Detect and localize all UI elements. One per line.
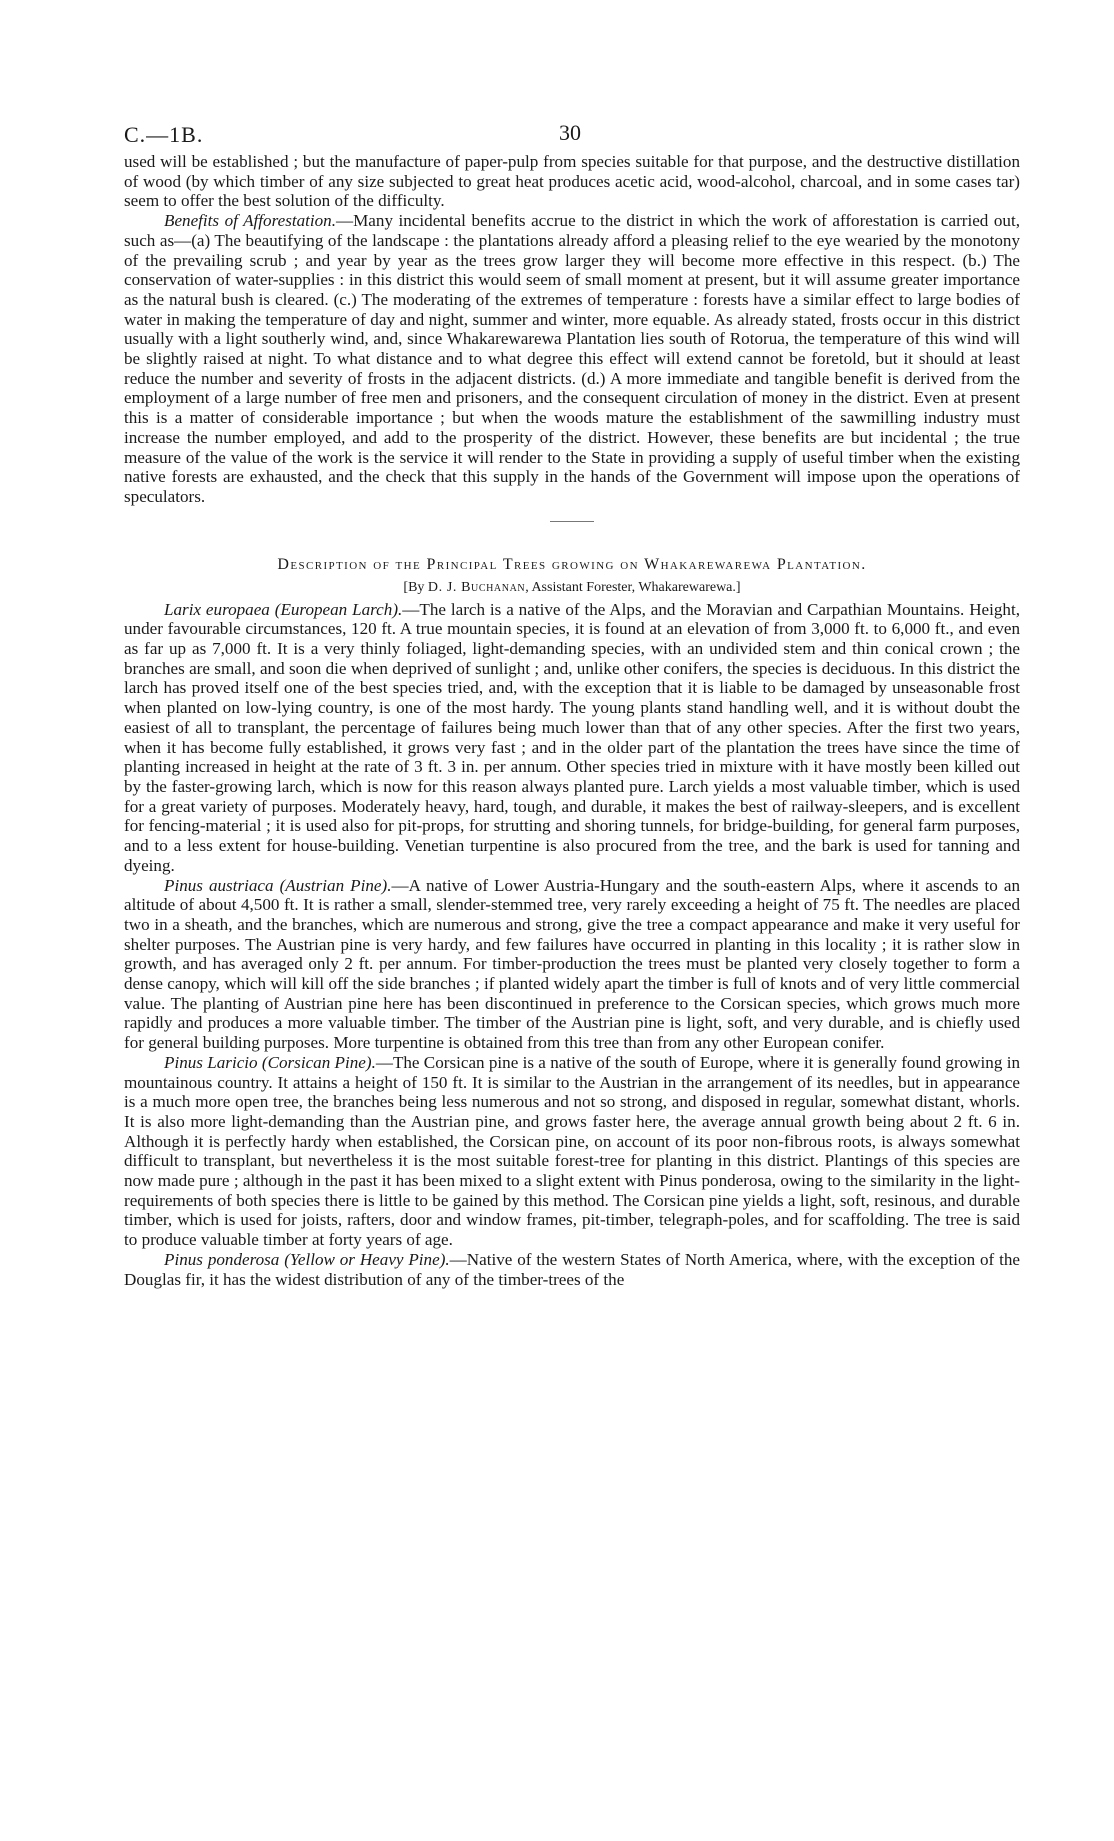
species-text-austrian-pine: —A native of Lower Austria-Hungary and the south-eastern Alps, where it ascends to an altitude of about 4,500 ft. It is rather a small, slender-stemmed tree, very rarely exceeding a height of 75 ft. The needles are placed two in a sheath, and the branches, which are numerous and strong, give the tree a compact appearance and make it very useful for shelter purposes. The Austrian pine is very hardy, and few failures have occurred in planting in this locality ; it is rather slow in growth, and has averaged only 2 ft. per annum. For timber-production the trees must be planted very closely together to form a dense canopy, which will kill off the side branches ; if planted widely apart the timber is full of knots and of very little commercial value. The planting of Austrian pine here has been discontinued in preference to the Corsican species, which grows much more rapidly and produces a more valuable timber. The timber of the Austrian pine is light, soft, and very durable, and is chiefly used for general building purposes. More turpentine is obtained from this tree than from any other European conifer. — [124, 875, 1020, 1053]
species-paragraph-ponderosa-pine — [124, 1250, 1020, 1289]
species-heading-larch: Larix europaea (European Larch). — [164, 599, 403, 619]
species-heading-austrian-pine: Pinus austriaca (Austrian Pine). — [164, 875, 392, 895]
species-heading-corsican-pine: Pinus Laricio (Corsican Pine). — [164, 1052, 376, 1072]
section-divider — [550, 521, 594, 522]
byline-open: [By — [403, 579, 428, 595]
benefits-text: —Many incidental benefits accrue to the district in which the work of afforestation is carried out, such as—(a) The beautifying of the landscape : the plantations already afford a pleasing relief to the eye wearied by the monotony of the prevailing scrub ; and year by year as the trees grow larger they will become more effective in this respect. (b.) The conservation of water-supplies : in this district this would seem of small moment at present, but it will assume greater importance as the natural bush is cleared. (c.) The moderating of the extremes of temperature : forests have a similar effect to large bodies of water in making the temperature of day and night, summer and winter, more equable. As already stated, frosts occur in this district usually with a light southerly wind, and, since Whakarewarewa Plantation lies south of Rotorua, the temperature of this wind will be slightly raised at night. To what distance and to what degree this effect will extend cannot be foretold, but it should at least reduce the number and severity of frosts in the adjacent districts. (d.) A more immediate and tangible benefit is derived from the employment of a large number of free men and prisoners, and the consequent circulation of money in the district. Even at present this is a matter of considerable importance ; but when the woods mature the establishment of the sawmilling industry must increase the number employed, and add to the prosperity of the district. However, these benefits are but incidental ; the true measure of the value of the work is the service it will render to the State in providing a supply of useful timber when the existing native forests are exhausted, and the check that this supply in the hands of the Government will impose upon the operations of speculators. — [124, 211, 1020, 506]
page — [124, 112, 1020, 1289]
species-paragraph-corsican-pine — [124, 1053, 1020, 1250]
continuation-paragraph: used will be established ; but the manufacture of paper-pulp from species suitable for that purpose, and the destructive distillation of wood (by which timber of any size subjected to great heat produces acetic acid, wood-alcohol, charcoal, and in some cases tar) seem to offer the best solution of the difficulty. — [124, 152, 1020, 211]
byline-author: D. J. Buchanan — [427, 579, 526, 595]
benefits-paragraph — [124, 211, 1020, 507]
species-paragraph-austrian-pine — [124, 876, 1020, 1053]
species-text-ponderosa-pine: —Native of the western States of North America, where, with the exception of the Douglas fir, it has the widest distribution of any of the timber-trees of the — [124, 1249, 1020, 1289]
section-title: Description of the Principal Trees growing on Whakarewarewa Plantation. — [277, 555, 867, 573]
byline — [124, 580, 1020, 596]
page-number: 30 — [559, 120, 581, 145]
species-text-corsican-pine: —The Corsican pine is a native of the south of Europe, where it is generally found growing in mountainous country. It attains a height of 150 ft. It is similar to the Austrian in the arrangement of its needles, but in appearance is a much more open tree, the branches being less numerous and not so strong, and disposed in regular, somewhat distant, whorls. It is also more light-demanding than the Austrian pine, and grows faster here, the average annual growth being about 2 ft. 6 in. Although it is perfectly hardy when established, the Corsican pine, on account of its poor non-fibrous roots, is always somewhat difficult to transplant, but nevertheless it is the most suitable forest-tree for planting in this district. Plantings of this species are now made pure ; although in the past it has been mixed to a slight extent with Pinus ponderosa, owing to the similarity in the light-requirements of both species there is little to be gained by this method. The Corsican pine yields a light, soft, resinous, and durable timber, which is used for joists, rafters, door and window frames, pit-timber, telegraph-poles, and for scaffolding. The tree is said to produce valuable timber at forty years of age. — [124, 1052, 1020, 1250]
species-text-larch: —The larch is a native of the Alps, and the Moravian and Carpathian Mountains. Height, under favourable circumstances, 120 ft. A true mountain species, it is found at an elevation of from 3,000 ft. to 6,000 ft., and even as far up as 7,000 ft. It is a very thinly foliaged, light-demanding species, with an undivided stem and thin conical crown ; the branches are small, and soon die when deprived of sunlight ; and, unlike other conifers, the species is deciduous. In this district the larch has proved itself one of the best species tried, and, with the exception that it is liable to be damaged by unseasonable frost when planted on low-lying country, is one of the most hardy. The young plants stand handling well, and it is without doubt the easiest of all to transplant, the percentage of failures being much lower than that of any other species. After the first two years, when it has become fully established, it grows very fast ; and in the older part of the plantation the trees have since the time of planting increased in height at the rate of 3 ft. 3 in. per annum. Other species tried in mixture with it have mostly been killed out by the faster-growing larch, which is now for this reason always planted pure. Larch yields a most valuable timber, which is used for a great variety of purposes. Moderately heavy, hard, tough, and durable, it makes the best of railway-sleepers, and is excellent for fencing-material ; it is used also for pit-props, for strutting and shoring tunnels, for bridge-building, for general farm purposes, and to a less extent for house-building. Venetian turpentine is also procured from the tree, and the bark is used for tanning and dyeing. — [124, 599, 1020, 875]
document-code: C.—1B. — [124, 122, 204, 147]
page-header — [124, 112, 1020, 152]
species-paragraph-larch — [124, 600, 1020, 876]
species-heading-ponderosa-pine: Pinus ponderosa (Yellow or Heavy Pine). — [164, 1249, 450, 1269]
benefits-heading: Benefits of Afforestation. — [164, 211, 337, 231]
byline-rest: , Assistant Forester, Whakarewarewa.] — [525, 579, 741, 595]
